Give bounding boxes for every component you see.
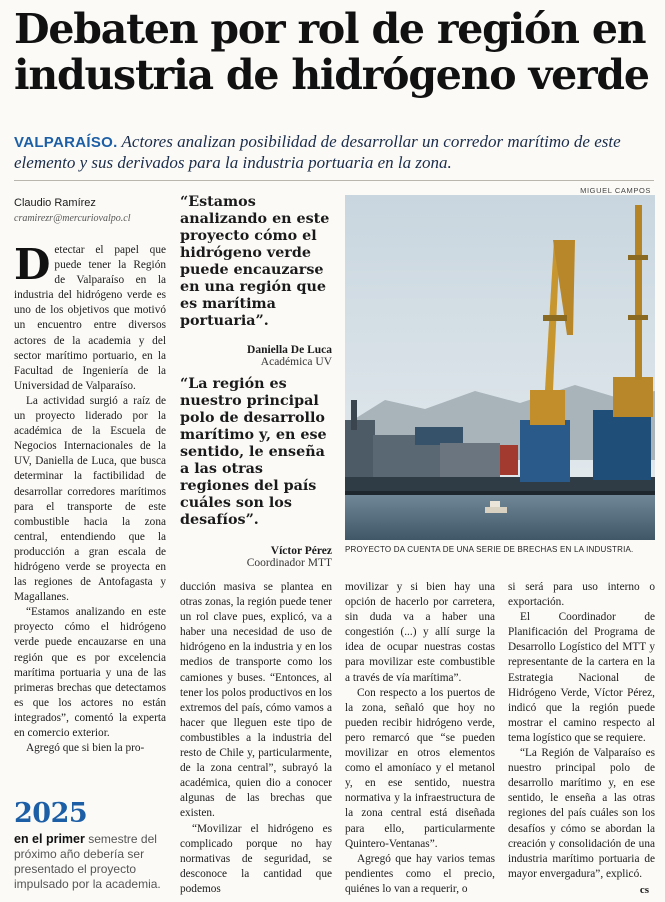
headline xyxy=(14,6,654,98)
quote-author: Víctor Pérez xyxy=(270,545,332,557)
paragraph: Agregó que hay varios temas pendientes como el precio, quiénes lo van a requerir, o xyxy=(345,852,495,895)
deck-text: Actores analizan posibilidad de desarrollar un corredor marítimo de este elemento y sus derivados para la industria portuaria en la zona. xyxy=(14,132,621,172)
factbox-number: 2025 xyxy=(14,798,88,829)
port-cranes-illustration xyxy=(345,195,655,540)
paragraph: ducción masiva se plantea en otras zonas, la región puede tener un rol clave pues, explicó, va a haber una necesidad de uso de hidrógeno en la industria y en los medios de transporte como los camiones y buses. “Entonces, al tener los polos productivos en los extremos del país, cómo vamos a hacer que lleguen este tipo de combustibles a la industria del resto de Chile y, particularmente, de la zona central”, subrayó la académica, quien dio a conocer algunas de las brechas que existen. xyxy=(180,581,332,820)
paragraph xyxy=(14,240,166,394)
divider xyxy=(14,180,654,181)
paragraph: El Coordinador de Planificación del Programa de Desarrollo Logístico del MTT y representante de la cartera en la Estrategia Nacional de Hidrógeno Verde, Víctor Pérez, indicó que la región puede mostrar el camino respecto al tema logístico que se requiere. xyxy=(508,611,655,744)
headline-line-2: industria de hidrógeno verde xyxy=(14,51,649,99)
column-1 xyxy=(14,240,166,756)
paragraph: La actividad surgió a raíz de un proyecto liderado por la académica de la Escuela de Negocios Internacionales de la UV, Daniella de Luca, que busca determinar la factibilidad de desarrollar corredores marítimos para el transporte de este combustible hacia la zona central, entendiendo que la producción a gran escala de hidrógeno verde se proyecta en las regiones de Antofagasta y Magallanes. xyxy=(14,394,166,604)
column-2 xyxy=(180,580,332,897)
paragraph: “Movilizar el hidrógeno es complicado porque no hay normativas de seguridad, se desconoce la cantidad que podemos xyxy=(180,822,332,895)
deck xyxy=(14,132,654,173)
column-3 xyxy=(345,580,495,897)
quote-author-role: Coordinador MTT xyxy=(246,557,332,569)
paragraph: “Estamos analizando en este proyecto cómo el hidrógeno verde puede encauzarse en una región que es por excelencia marítima portuaria y una de las primeras brechas que detectamos es que los actores no están integrados”, comentó la experta en comercio exterior. xyxy=(14,606,166,739)
paragraph: si será para uso interno o exportación. xyxy=(508,581,655,609)
pull-quote-1 xyxy=(180,194,332,368)
paragraph: “La Región de Valparaíso es nuestro principal polo de desarrollo marítimo y, en ese sentido, le enseña a las otras regiones del país cuáles son los desafíos y cómo se abordan la creación y consolidación de una industria marítimo portuaria de mayor envergadura”, explicó. xyxy=(508,747,655,880)
quote-author: Daniella De Luca xyxy=(247,344,332,356)
quote-text: “La región es nuestro principal polo de desarrollo marítimo y, en ese sentido, le enseña a las otras regiones del país cuáles son los desafíos”. xyxy=(180,376,327,528)
photo-credit: MIGUEL CAMPOS xyxy=(580,186,651,195)
factbox xyxy=(14,832,164,892)
drop-cap: D xyxy=(14,240,51,289)
end-mark: cs xyxy=(639,884,649,896)
paragraph-text: etectar el papel que puede tener la Región de Valparaíso en la industria del hidrógeno verde es uno de los objetivos que motivó un encuentro entre diversos actores de la academia y del sector marítimo portuario, en la Facultad de Ingeniería de la Universidad de Valparaíso. xyxy=(14,244,166,392)
quote-text: “Estamos analizando en este proyecto cómo el hidrógeno verde puede encauzarse en una región que es marítima portuaria”. xyxy=(180,194,330,329)
byline-email: cramirezr@mercuriovalpo.cl xyxy=(14,213,131,224)
factbox-text: semestre del próximo año debería ser presentado el proyecto impulsado por la academia. xyxy=(14,832,161,891)
column-4 xyxy=(508,580,655,882)
photo-caption: PROYECTO DA CUENTA DE UNA SERIE DE BRECHAS EN LA INDUSTRIA. xyxy=(345,545,634,554)
pull-quote-2 xyxy=(180,376,332,569)
byline-author: Claudio Ramírez xyxy=(14,197,96,209)
paragraph: Con respecto a los puertos de la zona, señaló que hoy no pueden recibir hidrógeno verde, pero remarcó que “se pueden movilizar en otros elementos como el amoníaco y el metanol y, en ese sentido, nuestra normativa y la infraestructura de la zona central está diseñada para ello, particularmente Quintero-Ventanas”. xyxy=(345,686,495,850)
paragraph: movilizar y si bien hay una opción de hacerlo por carretera, sin duda va a haber una congestión (...) y allí surge la idea de ocupar nuestras costas para movilizar este combustible a través de vía marítima”. xyxy=(345,581,495,684)
factbox-lead: en el primer xyxy=(14,832,85,846)
dateline: VALPARAÍSO. xyxy=(14,134,118,151)
port-photo xyxy=(345,195,655,540)
paragraph: Agregó que si bien la pro- xyxy=(26,742,145,755)
quote-author-role: Académica UV xyxy=(260,356,332,368)
headline-line-1: Debaten por rol de región en xyxy=(14,5,646,53)
